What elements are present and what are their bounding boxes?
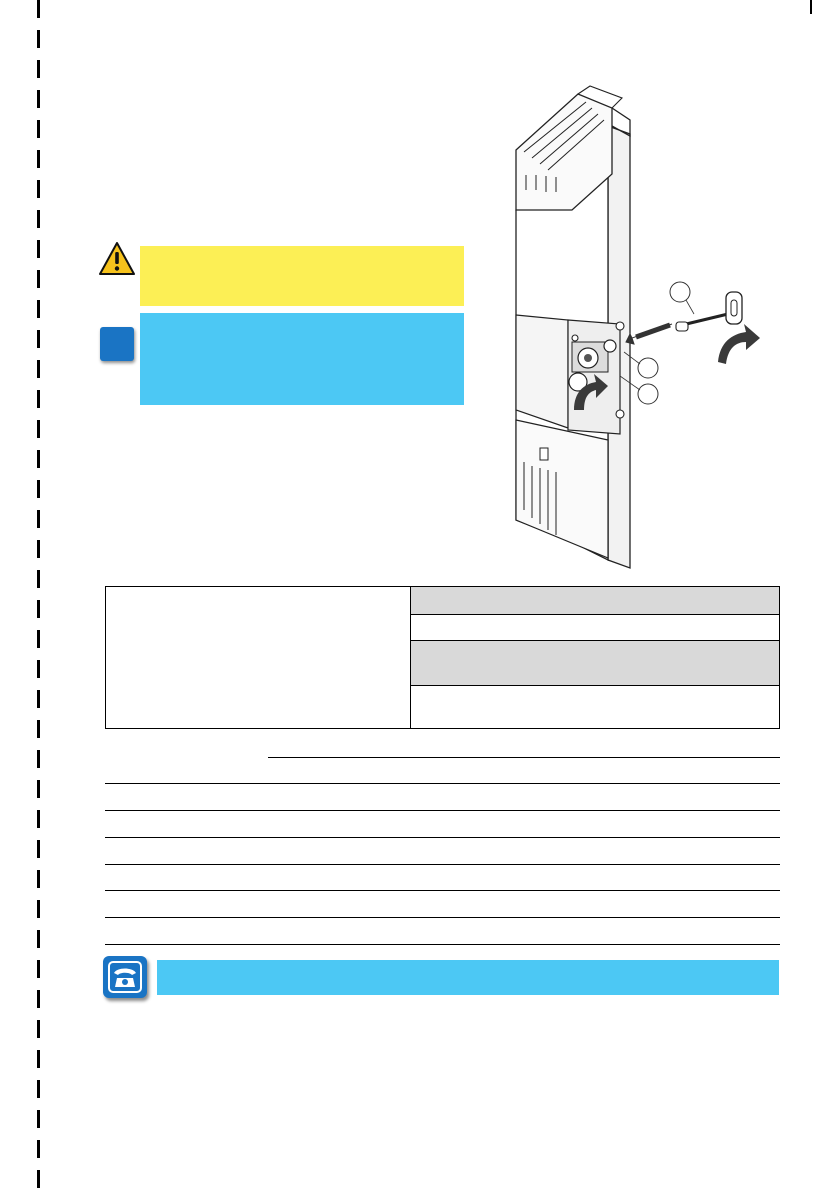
list-rule-5 — [105, 864, 780, 865]
info-box — [140, 313, 464, 405]
page-edge-mark — [810, 0, 812, 14]
spec-row-1 — [411, 587, 779, 615]
list-rule-7 — [105, 917, 780, 918]
spec-table — [105, 586, 780, 729]
list-rule-8 — [105, 944, 780, 945]
list-rule-4 — [105, 837, 780, 838]
list-rule-3 — [105, 810, 780, 811]
list-rule-6 — [105, 890, 780, 891]
spec-row-4 — [411, 686, 779, 728]
telephone-icon — [103, 956, 147, 998]
spec-table-left-cell — [106, 587, 411, 728]
list-rule-2 — [105, 783, 780, 784]
warning-box — [140, 246, 464, 306]
contact-bar — [157, 960, 779, 995]
info-square-icon — [100, 327, 134, 361]
spec-row-3 — [411, 641, 779, 686]
cut-line — [37, 0, 40, 1192]
spec-row-2 — [411, 615, 779, 641]
barrier-column-illustration — [480, 80, 780, 580]
list-rule-1 — [268, 757, 780, 758]
warning-triangle-icon — [98, 240, 136, 278]
